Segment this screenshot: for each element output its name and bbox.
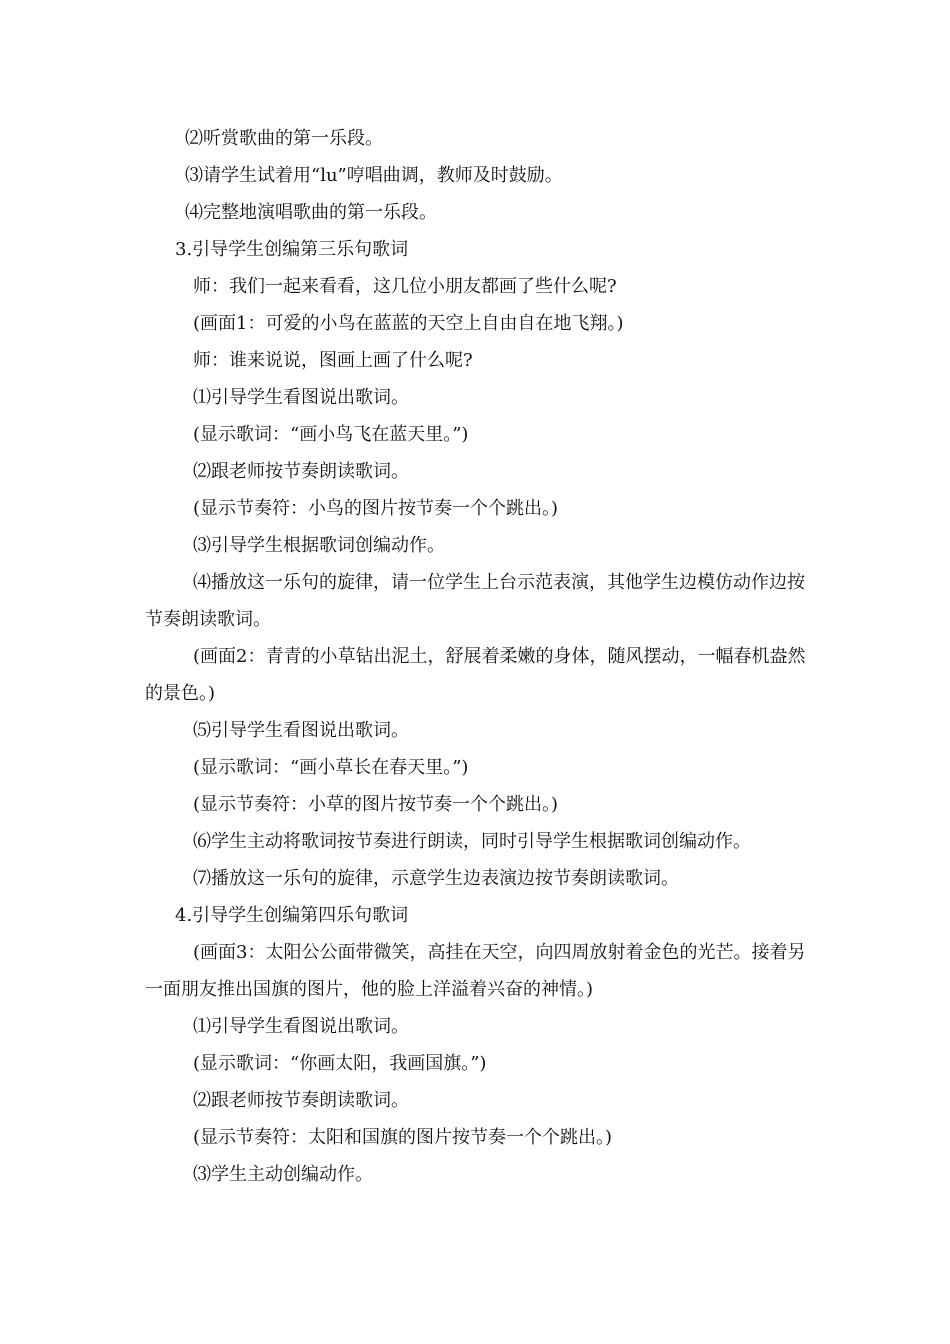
paragraph: (显示节奏符：小草的图片按节奏一个个跳出。): [193, 794, 559, 815]
section-heading: 4.引导学生创编第四乐句歌词: [175, 905, 409, 926]
list-item: ⑴引导学生看图说出歌词。: [193, 1016, 409, 1037]
paragraph: (显示歌词：“画小鸟飞在蓝天里。”): [193, 424, 469, 445]
paragraph: (显示歌词：“你画太阳，我画国旗。”): [193, 1053, 487, 1074]
paragraph: (显示节奏符：太阳和国旗的图片按节奏一个个跳出。): [193, 1127, 613, 1148]
paragraph: 师：我们一起来看看，这几位小朋友都画了些什么呢?: [193, 276, 617, 297]
list-item: ⑷完整地演唱歌曲的第一乐段。: [185, 202, 437, 223]
list-item: ⑹学生主动将歌词按节奏进行朗读，同时引导学生根据歌词创编动作。: [193, 831, 751, 852]
paragraph: (显示歌词：“画小草长在春天里。”): [193, 757, 469, 778]
list-item: ⑵听赏歌曲的第一乐段。: [185, 128, 383, 149]
list-item: ⑸引导学生看图说出歌词。: [193, 720, 409, 741]
list-item: ⑺播放这一乐句的旋律，示意学生边表演边按节奏朗读歌词。: [193, 868, 679, 889]
document-body: [145, 120, 810, 1193]
paragraph: (画面1：可爱的小鸟在蓝蓝的天空上自由自在地飞翔。): [193, 313, 624, 334]
list-item: ⑶引导学生根据歌词创编动作。: [193, 535, 445, 556]
section-heading: 3.引导学生创编第三乐句歌词: [175, 239, 409, 260]
paragraph: (画面2：青青的小草钻出泥土，舒展着柔嫩的身体，随风摆动，一幅春机盎然的景色。): [145, 646, 806, 704]
list-item: ⑵跟老师按节奏朗读歌词。: [193, 1090, 409, 1111]
paragraph: 师：谁来说说，图画上画了什么呢?: [193, 350, 473, 371]
list-item: ⑵跟老师按节奏朗读歌词。: [193, 461, 409, 482]
paragraph: (画面3：太阳公公面带微笑，高挂在天空，向四周放射着金色的光芒。接着另一面朋友推出国旗的图片，他的脸上洋溢着兴奋的神情。): [145, 942, 806, 1000]
list-item: ⑶请学生试着用“lu”哼唱曲调，教师及时鼓励。: [185, 165, 563, 186]
paragraph: ⑷播放这一乐句的旋律，请一位学生上台示范表演，其他学生边模仿动作边按节奏朗读歌词。: [145, 572, 805, 630]
paragraph: (显示节奏符：小鸟的图片按节奏一个个跳出。): [193, 498, 559, 519]
list-item: ⑶学生主动创编动作。: [193, 1164, 373, 1185]
list-item: ⑴引导学生看图说出歌词。: [193, 387, 409, 408]
